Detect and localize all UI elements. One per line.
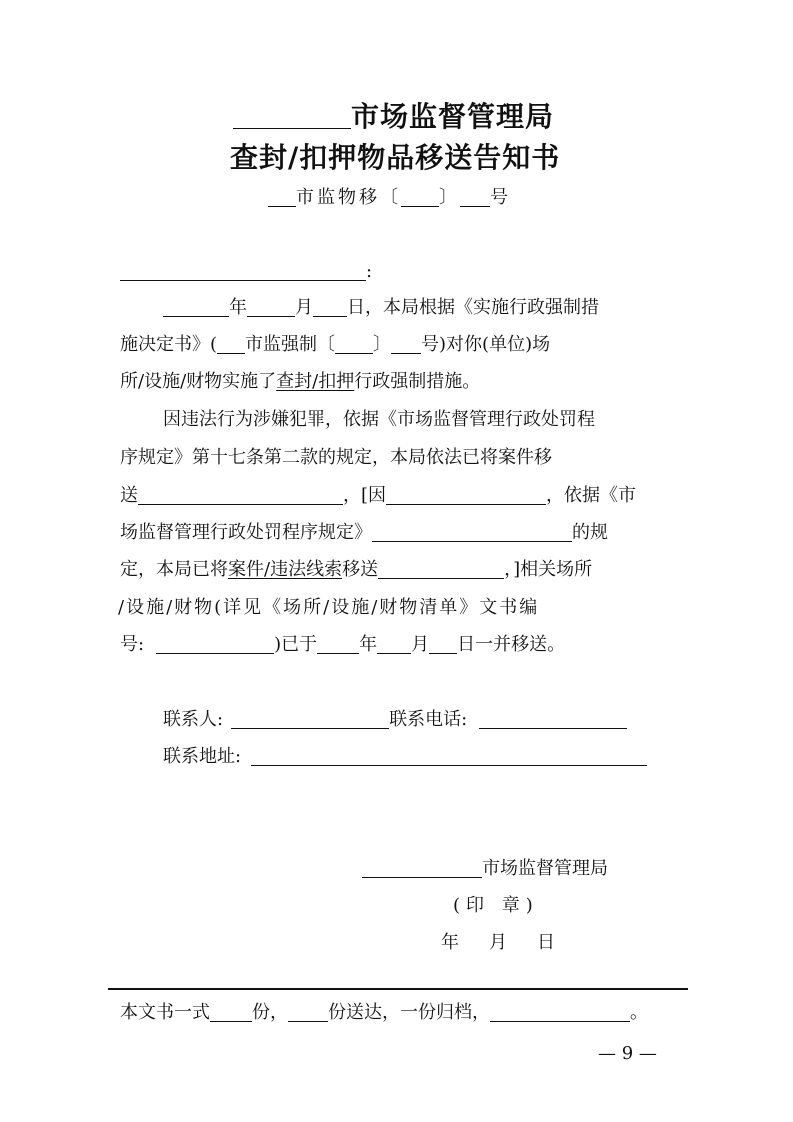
doc-year-blank[interactable]: [401, 184, 439, 207]
agency-name-blank[interactable]: [233, 98, 351, 129]
transfer-type-option[interactable]: 案件/违法线索: [228, 559, 343, 580]
p1-line-3: [120, 367, 480, 393]
recipient-line: [120, 258, 372, 282]
p2-line-2: 序规定》第十七条第二款的规定，本局依法已将案件移: [120, 447, 552, 468]
transfer-year-blank[interactable]: [317, 631, 359, 654]
signature-agency-blank[interactable]: [362, 855, 482, 878]
p1-year-blank[interactable]: [163, 294, 229, 317]
transfer-target-blank[interactable]: [138, 482, 343, 505]
p2-line-3: [120, 481, 636, 507]
signature-month: 月: [489, 932, 507, 953]
p1-line-1: [163, 293, 599, 319]
doc-region-blank[interactable]: [268, 184, 296, 207]
p1-year-no-blank[interactable]: [335, 331, 373, 354]
doc-suffix: 号: [490, 187, 511, 208]
p1-l2-a: 施决定书》(: [120, 334, 218, 355]
p2-l3-b: ，[因: [343, 485, 387, 506]
copies-b: 份，: [252, 1002, 288, 1023]
transfer-month-blank[interactable]: [377, 631, 411, 654]
p2-l4-b: 的规: [572, 522, 608, 543]
p2-line-1: 因违法行为涉嫌犯罪，依据《市场监督管理行政处罚程: [163, 409, 595, 430]
p1-region-blank[interactable]: [217, 331, 245, 354]
title-agency: 市场监督管理局: [351, 100, 555, 133]
p2-l7-a: 号:: [120, 634, 145, 655]
contact-person-field[interactable]: [231, 706, 389, 729]
doc-mid: 〕: [439, 187, 460, 208]
p1-day-text: 日，本局根据《实施行政强制措: [347, 297, 599, 318]
copies-line: [120, 998, 648, 1024]
signature-day: 日: [537, 932, 555, 953]
p1-l2-c: 〕: [373, 334, 392, 355]
p2-l5-a: 定，本局已将: [120, 559, 228, 580]
p2-l7-month: 月: [411, 634, 430, 655]
p2-line-4: [120, 518, 608, 544]
p2-l4-a: 场监督管理行政处罚程序规定》: [120, 522, 372, 543]
copies-total-blank[interactable]: [210, 999, 252, 1022]
doc-prefix: 市监物移〔: [296, 187, 401, 208]
doc-seq-blank[interactable]: [460, 184, 490, 207]
p1-line-2: [120, 330, 550, 356]
contact-line-2: [163, 742, 647, 768]
document-number: [268, 183, 511, 209]
signature-date: [441, 928, 555, 954]
copies-served-blank[interactable]: [288, 999, 328, 1022]
p2-l7-day: 日一并移送。: [457, 634, 566, 655]
page-title: 查封/扣押物品移送告知书: [230, 141, 561, 174]
contact-address-field[interactable]: [251, 743, 647, 766]
contact-person-label: 联系人:: [163, 709, 224, 730]
contact-phone-field[interactable]: [479, 706, 627, 729]
p2-line-5: [120, 555, 592, 581]
footer-divider: [108, 988, 688, 990]
copies-a: 本文书一式: [120, 1002, 210, 1023]
recipient-colon: :: [366, 261, 373, 282]
p2-l3-c: ，依据《市: [546, 485, 637, 506]
copies-end: 。: [630, 1002, 648, 1023]
p1-l3-b: 行政强制措施。: [354, 371, 481, 392]
reason-blank[interactable]: [386, 482, 546, 505]
signature-agency-name: 市场监督管理局: [482, 858, 608, 879]
measure-type-option[interactable]: 查封/扣押: [276, 371, 355, 392]
document-number-blank[interactable]: [156, 631, 274, 654]
contact-line-1: [163, 705, 627, 731]
copies-other-blank[interactable]: [490, 999, 630, 1022]
p1-l3-a: 所/设施/财物实施了: [120, 371, 277, 392]
contact-address-label: 联系地址:: [163, 746, 242, 767]
p2-l5-b: 移送: [342, 559, 379, 580]
signature-agency: [362, 854, 608, 880]
contact-phone-label: 联系电话:: [389, 709, 468, 730]
seal-label: (印 章): [453, 895, 539, 916]
p1-seq-blank[interactable]: [391, 331, 421, 354]
recipient-blank[interactable]: [120, 258, 366, 281]
p2-line-6: /设施/财物(详见《场所/设施/财物清单》文书编: [118, 597, 540, 618]
p2-l3-a: 送: [120, 485, 138, 506]
p2-line-7: [120, 630, 565, 656]
transfer-dest-blank[interactable]: [378, 556, 504, 579]
p2-l7-year: 年: [359, 634, 378, 655]
p1-month-blank[interactable]: [247, 294, 295, 317]
signature-year: 年: [441, 932, 459, 953]
p1-day-blank[interactable]: [313, 294, 347, 317]
p2-l7-b: )已于: [274, 634, 318, 655]
regulation-article-blank[interactable]: [372, 519, 572, 542]
copies-c: 份送达，一份归档，: [328, 1002, 490, 1023]
p1-month-label: 月: [295, 297, 313, 318]
title-line-1: [233, 95, 554, 135]
p1-l2-b: 市监强制〔: [245, 334, 336, 355]
transfer-day-blank[interactable]: [429, 631, 457, 654]
p1-l2-d: 号)对你(单位)场: [421, 334, 551, 355]
p1-year-label: 年: [229, 297, 247, 318]
page-number: — 9 —: [598, 1043, 657, 1064]
p2-l5-c: ，]相关场所: [504, 559, 593, 580]
